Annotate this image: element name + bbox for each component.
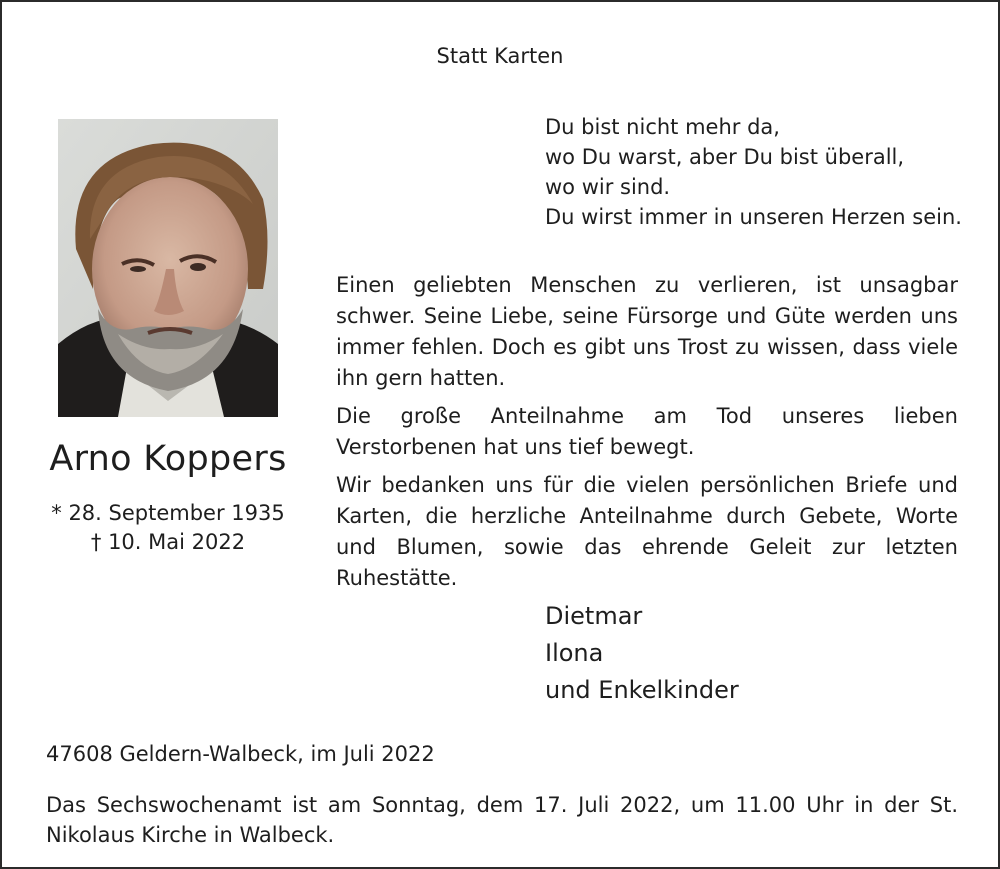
signer-name: Ilona bbox=[545, 639, 604, 667]
service-notice-text: Das Sechswochenamt ist am Sonntag, dem 17. Juli 2022, um 11.00 Uhr in der St. Nikolaus Kirche in Walbeck. bbox=[46, 793, 958, 847]
body-paragraph: Einen geliebten Menschen zu verlieren, ist unsagbar schwer. Seine Liebe, seine Fürsorge und Güte werden uns immer fehlen. Doch es gibt uns Trost zu wissen, dass viele ihn gern hatten. bbox=[336, 273, 958, 390]
poem-line: Du bist nicht mehr da, bbox=[545, 115, 780, 139]
header-statt-karten: Statt Karten bbox=[436, 44, 564, 68]
poem-line: Du wirst immer in unseren Herzen sein. bbox=[545, 205, 962, 229]
portrait-photo bbox=[58, 119, 278, 417]
poem-line: wo wir sind. bbox=[545, 175, 671, 199]
birth-date: * 28. September 1935 bbox=[51, 501, 285, 525]
deceased-name: Arno Koppers bbox=[49, 439, 287, 479]
place-date: 47608 Geldern-Walbeck, im Juli 2022 bbox=[46, 742, 435, 766]
body-paragraph: Die große Anteilnahme am Tod unseres lieben Verstorbenen hat uns tief bewegt. bbox=[336, 404, 958, 459]
signers bbox=[545, 598, 739, 709]
life-dates bbox=[2, 499, 334, 557]
body-text bbox=[336, 270, 958, 601]
service-notice bbox=[46, 790, 958, 850]
signer-name: Dietmar bbox=[545, 602, 643, 630]
poem bbox=[545, 112, 962, 232]
death-date: † 10. Mai 2022 bbox=[90, 530, 246, 554]
body-paragraph: Wir bedanken uns für die vielen persönlichen Briefe und Karten, die herzliche Anteilnahme durch Gebete, Worte und Blumen, sowie das ehrende Geleit zur letzten Ruhestätte. bbox=[336, 473, 958, 590]
poem-line: wo Du warst, aber Du bist überall, bbox=[545, 145, 905, 169]
signer-name: und Enkelkinder bbox=[545, 676, 739, 704]
